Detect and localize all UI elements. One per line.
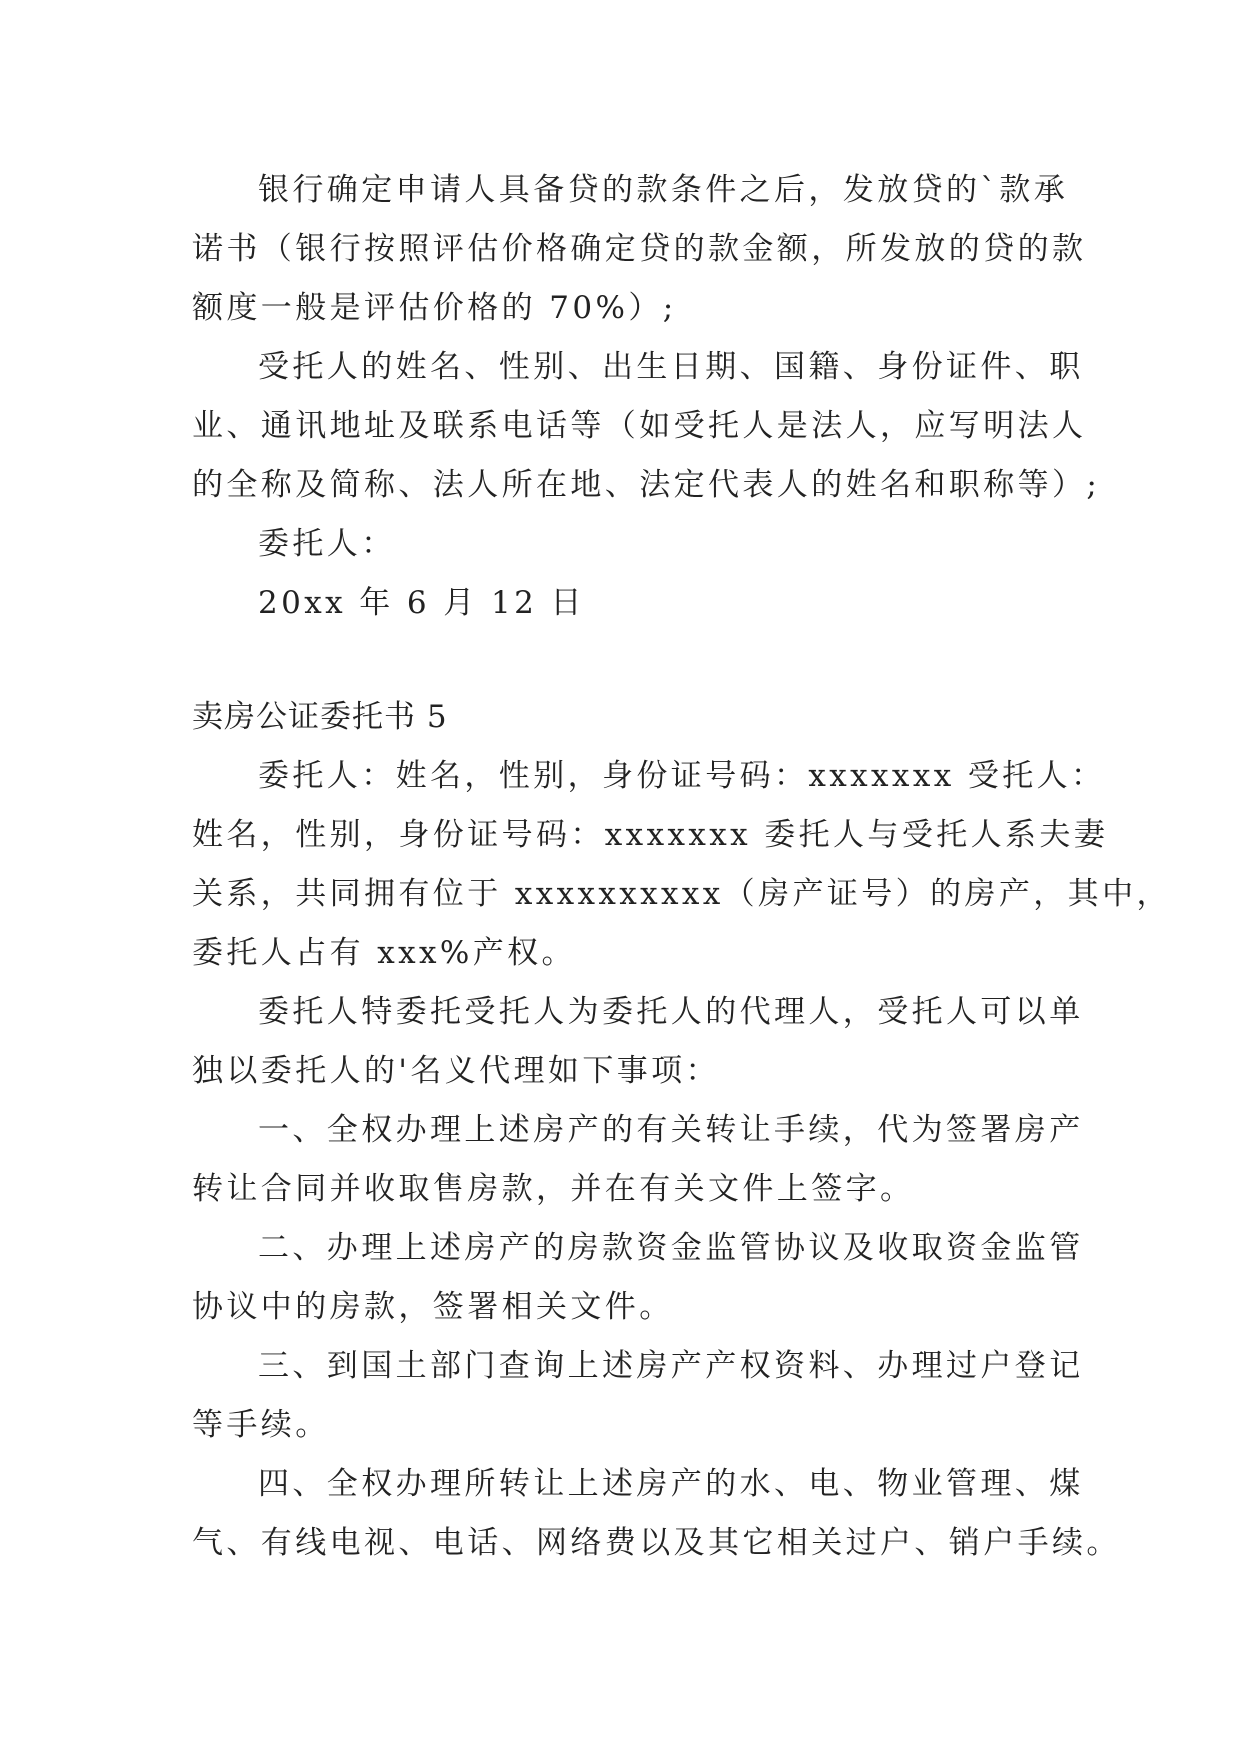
paragraph-line: 委托人：姓名，性别，身份证号码：xxxxxxx 受托人： [258, 758, 1106, 794]
list-item-line: 等手续。 [192, 1407, 330, 1443]
paragraph-line: 额度一般是评估价格的 70%）; [192, 290, 677, 326]
paragraph-line: 姓名，性别，身份证号码：xxxxxxx 委托人与受托人系夫妻 [192, 817, 1109, 853]
paragraph-line: 独以委托人的'名义代理如下事项： [192, 1053, 720, 1089]
signature-date: 20xx 年 6 月 12 日 [258, 585, 585, 621]
paragraph-line: 业、通讯地址及联系电话等（如受托人是法人，应写明法人 [192, 408, 1087, 444]
list-item-line: 二、办理上述房产的房款资金监管协议及收取资金监管 [258, 1230, 1084, 1266]
list-item-line: 四、全权办理所转让上述房产的水、电、物业管理、煤 [258, 1466, 1084, 1502]
paragraph-line: 委托人特委托受托人为委托人的代理人，受托人可以单 [258, 994, 1084, 1030]
list-item-line: 三、到国土部门查询上述房产产权资料、办理过户登记 [258, 1348, 1084, 1384]
paragraph-line: 关系，共同拥有位于 xxxxxxxxxx（房产证号）的房产，其中， [192, 876, 1171, 912]
principal-label: 委托人： [258, 526, 396, 562]
list-item-line: 气、有线电视、电话、网络费以及其它相关过户、销户手续。 [192, 1525, 1121, 1561]
paragraph-line: 的全称及简称、法人所在地、法定代表人的姓名和职称等）; [192, 467, 1101, 503]
paragraph-line: 银行确定申请人具备贷的款条件之后，发放贷的`款承 [258, 172, 1069, 208]
paragraph-line: 受托人的姓名、性别、出生日期、国籍、身份证件、职 [258, 349, 1084, 385]
paragraph-line: 诺书（银行按照评估价格确定贷的款金额，所发放的贷的款 [192, 231, 1087, 267]
list-item-line: 转让合同并收取售房款，并在有关文件上签字。 [192, 1171, 915, 1207]
section-title: 卖房公证委托书 5 [192, 699, 448, 735]
paragraph-line: 委托人占有 xxx%产权。 [192, 935, 576, 971]
list-item-line: 一、全权办理上述房产的有关转让手续，代为签署房产 [258, 1112, 1084, 1148]
list-item-line: 协议中的房款，签署相关文件。 [192, 1289, 674, 1325]
